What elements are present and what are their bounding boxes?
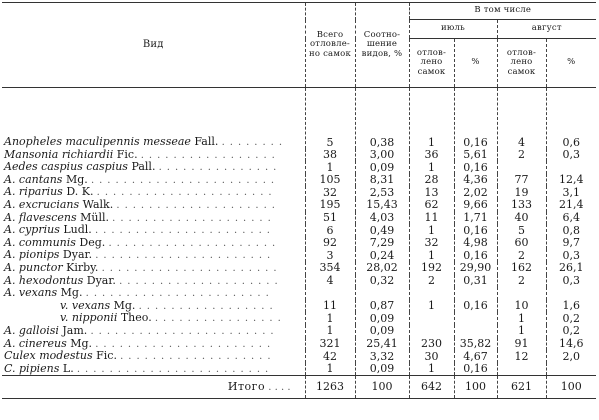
july-caught xyxy=(409,312,454,325)
july-percent xyxy=(454,312,497,325)
july-caught: 1 xyxy=(409,249,454,262)
august-caught xyxy=(497,363,546,376)
species-latin-name: A. pionips xyxy=(4,248,60,262)
leader-dots: . . . . . . . . . . . . . . . . . . . . . . . xyxy=(87,325,274,337)
species-name xyxy=(4,325,87,337)
july-percent: 1,71 xyxy=(454,212,497,225)
species-name xyxy=(4,174,88,186)
ratio: 0,38 xyxy=(355,88,409,149)
july-percent: 0,16 xyxy=(454,300,497,313)
ratio-header: Соотно-шение видов, % xyxy=(355,3,409,88)
species-name xyxy=(4,275,116,287)
leader-dots: . . . . . . . . . . . . . . . . . . . . . . xyxy=(93,187,272,199)
table-row xyxy=(2,363,596,376)
august-caught: 12 xyxy=(497,350,546,363)
total-august-caught: 621 xyxy=(497,376,546,399)
species-author: Kirby. xyxy=(66,260,99,274)
species-author: Mg. xyxy=(113,298,136,312)
ratio: 0,24 xyxy=(355,249,409,262)
species-latin-name: A. riparius xyxy=(4,185,63,199)
august-caught xyxy=(497,287,546,300)
august-caught: 162 xyxy=(497,262,546,275)
species-name xyxy=(4,186,93,198)
table-row xyxy=(2,88,596,149)
august-caught: 10 xyxy=(497,300,546,313)
ratio: 0,09 xyxy=(355,161,409,174)
leader-dots: . . . . . . . . xyxy=(218,137,283,148)
total-july-percent: 100 xyxy=(454,376,497,399)
august-percent: 6,4 xyxy=(546,212,596,225)
leader-dots: . . . . . . . . . . . . . . . . . . . . . . . xyxy=(87,174,275,186)
august-percent: 0,2 xyxy=(546,312,596,325)
species-latin-name: A. hexodontus xyxy=(4,273,84,287)
table-body xyxy=(2,88,596,376)
total-leader-dots: . . . . xyxy=(265,381,291,393)
july-caught xyxy=(409,287,454,300)
july-header: июль xyxy=(409,20,497,39)
leader-dots: . . . . . . . . . . . . . . . . . . . . . . xyxy=(92,250,271,262)
species-latin-name: Culex modestus xyxy=(4,349,93,363)
leader-dots: . . . . . . . . . . . . . . . . . . . . . . xyxy=(92,338,271,350)
july-percent: 4,36 xyxy=(454,174,497,187)
species-author: Mg. xyxy=(60,286,83,300)
total-caught: 51 xyxy=(305,212,355,225)
july-caught: 1 xyxy=(409,300,454,313)
leader-dots: . . . . . . . . . . . . . . . . . . . xyxy=(116,351,271,363)
july-percent xyxy=(454,325,497,338)
ratio: 15,43 xyxy=(355,199,409,212)
ratio: 2,53 xyxy=(355,186,409,199)
species-author: Jam. xyxy=(62,323,88,337)
leader-dots: . . . . . . . . . . . . . . . . . . . . xyxy=(113,199,275,211)
august-caught-header: отлов-лено самок xyxy=(497,39,546,88)
species-author: Fic. xyxy=(96,349,117,363)
august-percent: 0,3 xyxy=(546,149,596,162)
july-caught: 62 xyxy=(409,199,454,212)
august-caught: 2 xyxy=(497,275,546,288)
ratio: 3,32 xyxy=(355,350,409,363)
species-name-cell xyxy=(2,300,305,313)
august-caught: 4 xyxy=(497,88,546,149)
july-caught xyxy=(409,325,454,338)
leader-dots: . . . . . . . . . . . . . . . . . . . . . xyxy=(105,237,276,249)
species-latin-name: A. excrucians xyxy=(4,197,80,211)
july-percent: 29,90 xyxy=(454,262,497,275)
july-caught: 30 xyxy=(409,350,454,363)
species-name xyxy=(4,249,92,261)
species-author: Pall. xyxy=(131,160,156,174)
total-caught: 1 xyxy=(305,312,355,325)
august-caught: 1 xyxy=(497,325,546,338)
july-caught: 1 xyxy=(409,88,454,149)
august-caught: 40 xyxy=(497,212,546,225)
august-percent-header: % xyxy=(546,39,596,88)
july-percent: 4,98 xyxy=(454,237,497,250)
total-caught-header: Всего отловле-но самок xyxy=(305,3,355,88)
july-caught: 230 xyxy=(409,338,454,351)
leader-dots: . . . . . . . . . . . . . . . . . . . . . . xyxy=(98,262,277,274)
species-name xyxy=(4,287,82,299)
species-name xyxy=(4,224,92,236)
species-name xyxy=(4,237,105,249)
species-name xyxy=(4,161,155,173)
july-percent: 5,61 xyxy=(454,149,497,162)
august-percent: 0,3 xyxy=(546,275,596,288)
species-author: Fall. xyxy=(194,135,219,148)
july-caught: 32 xyxy=(409,237,454,250)
leader-dots: . . . . . . . . . . . . . . . . . . . . . . xyxy=(91,225,270,237)
july-percent: 4,67 xyxy=(454,350,497,363)
august-caught: 133 xyxy=(497,199,546,212)
july-percent: 0,16 xyxy=(454,224,497,237)
july-caught: 28 xyxy=(409,174,454,187)
total-july-caught: 642 xyxy=(409,376,454,399)
species-name xyxy=(4,136,218,148)
july-caught: 11 xyxy=(409,212,454,225)
august-percent: 0,6 xyxy=(546,88,596,149)
species-name-cell xyxy=(2,88,305,149)
species-latin-name: A. cyprius xyxy=(4,223,60,237)
total-caught: 105 xyxy=(305,174,355,187)
july-percent: 35,82 xyxy=(454,338,497,351)
august-caught: 2 xyxy=(497,149,546,162)
august-percent: 26,1 xyxy=(546,262,596,275)
species-latin-name: Anopheles maculipennis messeae xyxy=(4,135,191,148)
july-percent: 0,16 xyxy=(454,161,497,174)
ratio: 0,32 xyxy=(355,275,409,288)
july-caught-header: отлов-лено самок xyxy=(409,39,454,88)
species-author: D. K. xyxy=(66,185,94,199)
total-caught: 1 xyxy=(305,161,355,174)
species-latin-name: A. galloisi xyxy=(4,323,59,337)
total-caught: 32 xyxy=(305,186,355,199)
species-name-cell xyxy=(2,363,305,376)
species-latin-name: C. pipiens xyxy=(4,361,60,375)
species-author: Theo. xyxy=(120,311,152,325)
ratio: 28,02 xyxy=(355,262,409,275)
total-caught: 42 xyxy=(305,350,355,363)
total-row xyxy=(2,376,596,399)
species-author: Walk. xyxy=(82,197,114,211)
august-caught: 19 xyxy=(497,186,546,199)
table-row xyxy=(2,275,596,288)
total-august-percent: 100 xyxy=(546,376,596,399)
species-author: Dyar. xyxy=(62,248,93,262)
total-caught: 4 xyxy=(305,275,355,288)
species-latin-name: v. vexans xyxy=(60,298,111,312)
july-percent: 0,31 xyxy=(454,275,497,288)
species-latin-name: Mansonia richiardii xyxy=(4,147,114,161)
leader-dots: . . . . . . . . . . . . . . . . . . . . . . . xyxy=(82,288,269,300)
species-name xyxy=(4,199,113,211)
august-percent: 0,3 xyxy=(546,249,596,262)
species-latin-name: A. flavescens xyxy=(4,210,77,224)
august-percent: 9,7 xyxy=(546,237,596,250)
july-percent xyxy=(454,287,497,300)
species-table-wrapper xyxy=(2,2,596,399)
species-header: Вид xyxy=(2,3,305,88)
species-name xyxy=(4,212,109,224)
total-caught: 92 xyxy=(305,237,355,250)
table-row xyxy=(2,312,596,325)
july-percent: 0,16 xyxy=(454,249,497,262)
species-author: Deg. xyxy=(79,235,106,249)
august-caught: 60 xyxy=(497,237,546,250)
total-label: Итого xyxy=(227,379,266,393)
table-row xyxy=(2,350,596,363)
total-caught: 1 xyxy=(305,363,355,376)
august-caught: 1 xyxy=(497,312,546,325)
species-name xyxy=(60,312,152,324)
august-percent: 0,8 xyxy=(546,224,596,237)
total-caught: 11 xyxy=(305,300,355,313)
ratio: 3,00 xyxy=(355,149,409,162)
july-caught: 2 xyxy=(409,275,454,288)
total-caught: 1263 xyxy=(305,376,355,399)
species-author: Müll. xyxy=(80,210,109,224)
leader-dots: . . . . . . . . . . . . . . . . . xyxy=(135,300,273,312)
july-caught: 13 xyxy=(409,186,454,199)
august-caught: 5 xyxy=(497,224,546,237)
total-caught: 321 xyxy=(305,338,355,351)
species-latin-name: A. cinereus xyxy=(4,336,67,350)
ratio: 25,41 xyxy=(355,338,409,351)
species-author: Mg. xyxy=(65,172,88,186)
species-name xyxy=(4,338,92,350)
species-author: Mg. xyxy=(70,336,93,350)
total-caught: 5 xyxy=(305,88,355,149)
ratio: 0,49 xyxy=(355,224,409,237)
mosquito-species-table xyxy=(2,2,596,399)
july-percent: 9,66 xyxy=(454,199,497,212)
species-latin-name: Aedes caspius caspius xyxy=(4,160,128,174)
species-latin-name: A. cantans xyxy=(4,172,63,186)
july-caught: 1 xyxy=(409,161,454,174)
total-label-cell xyxy=(2,376,305,399)
august-percent xyxy=(546,161,596,174)
species-name xyxy=(4,149,138,161)
species-name xyxy=(4,262,98,274)
leader-dots: . . . . . . . . . . . . . . . xyxy=(155,162,277,174)
total-caught xyxy=(305,287,355,300)
species-author: Ludl. xyxy=(63,223,92,237)
total-caught: 354 xyxy=(305,262,355,275)
species-author: Fic. xyxy=(116,147,138,161)
ratio: 4,03 xyxy=(355,212,409,225)
table-row xyxy=(2,161,596,174)
july-caught: 192 xyxy=(409,262,454,275)
total-ratio: 100 xyxy=(355,376,409,399)
ratio: 0,09 xyxy=(355,312,409,325)
species-author: Dyar. xyxy=(86,273,116,287)
august-percent xyxy=(546,363,596,376)
august-caught xyxy=(497,161,546,174)
leader-dots: . . . . . . . . . . . . . . . . . . . . . . . . xyxy=(73,363,269,375)
ratio: 8,31 xyxy=(355,174,409,187)
leader-dots: . . . . . . . . . . . . . . . . . . . . xyxy=(115,275,278,287)
species-name-cell xyxy=(2,287,305,300)
august-percent: 2,0 xyxy=(546,350,596,363)
ratio xyxy=(355,287,409,300)
species-latin-name: A. vexans xyxy=(4,286,58,300)
ratio: 0,09 xyxy=(355,325,409,338)
total-caught: 3 xyxy=(305,249,355,262)
ratio: 0,09 xyxy=(355,363,409,376)
august-caught: 91 xyxy=(497,338,546,351)
species-latin-name: A. communis xyxy=(4,235,76,249)
august-percent: 0,2 xyxy=(546,325,596,338)
august-caught: 2 xyxy=(497,249,546,262)
species-latin-name: v. nipponii xyxy=(60,311,118,325)
ratio: 7,29 xyxy=(355,237,409,250)
august-percent: 12,4 xyxy=(546,174,596,187)
july-caught: 1 xyxy=(409,363,454,376)
species-name xyxy=(4,350,117,362)
species-author: L. xyxy=(62,361,74,375)
species-name xyxy=(60,300,135,312)
july-percent: 0,16 xyxy=(454,88,497,149)
august-header: август xyxy=(497,20,596,39)
july-percent: 2,02 xyxy=(454,186,497,199)
july-caught: 36 xyxy=(409,149,454,162)
august-percent: 14,6 xyxy=(546,338,596,351)
july-percent-header: % xyxy=(454,39,497,88)
total-caught: 6 xyxy=(305,224,355,237)
august-percent xyxy=(546,287,596,300)
including-header: В том числе xyxy=(409,3,596,20)
july-percent: 0,16 xyxy=(454,363,497,376)
species-name xyxy=(4,363,74,375)
total-caught: 38 xyxy=(305,149,355,162)
august-percent: 21,4 xyxy=(546,199,596,212)
august-caught: 77 xyxy=(497,174,546,187)
leader-dots: . . . . . . . . . . . . . . . . xyxy=(151,313,281,325)
total-caught: 195 xyxy=(305,199,355,212)
ratio: 0,87 xyxy=(355,300,409,313)
leader-dots: . . . . . . . . . . . . . . . . . . . . xyxy=(109,212,271,224)
august-percent: 1,6 xyxy=(546,300,596,313)
total-caught: 1 xyxy=(305,325,355,338)
august-percent: 3,1 xyxy=(546,186,596,199)
species-latin-name: A. punctor xyxy=(4,260,63,274)
july-caught: 1 xyxy=(409,224,454,237)
leader-dots: . . . . . . . . . . . . . . . . . xyxy=(137,149,275,161)
